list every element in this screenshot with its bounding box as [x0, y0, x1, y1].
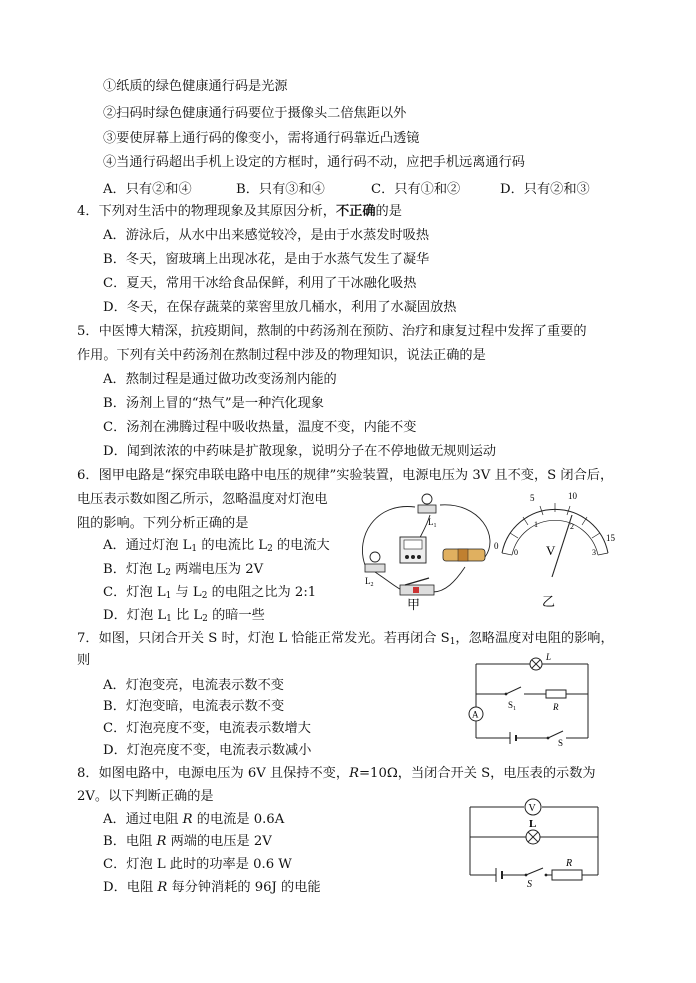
q5-stem-line-2: 作用。下列有关中药汤剂在熬制过程中涉及的物理知识，说法正确的是: [77, 348, 486, 363]
q5-stem-line-1: 5．中医博大精深，抗疫期间，熬制的中药汤剂在预防、治疗和康复过程中发挥了重要的: [77, 324, 587, 339]
label-s: S: [527, 879, 532, 890]
q4-stem: [77, 203, 402, 220]
label-s1: $S_1$: [508, 700, 517, 712]
q4-stem-emphasis: 不正确: [335, 204, 376, 219]
bulb-l1-icon: [418, 494, 436, 513]
q6-a-part: A．通过灯泡 L: [103, 538, 192, 553]
q6-a-part: 的电流大: [272, 538, 330, 553]
q3-statement-4: ④当通行码超出手机上设定的方框时，通行码不动，应把手机远离通行码: [103, 155, 525, 170]
q6-b-part: B．灯泡 L: [103, 562, 166, 577]
q8-b-r: R: [156, 834, 167, 849]
q7-option-d: D．灯泡亮度不变，电流表示数减小: [103, 743, 312, 758]
q4-stem-tail: 的是: [375, 204, 402, 219]
q6-a-part: 的电流比 L: [197, 538, 268, 553]
q4-option-a: A．游泳后，从水中出来感觉较冷，是由于水蒸发时吸热: [103, 228, 430, 243]
lamp-icon: [530, 658, 542, 670]
q6-a-sub: 2: [267, 544, 273, 554]
q6-d-part: D．灯泡 L: [103, 608, 167, 623]
q8-stem-line-2: 2V。以下判断正确的是: [77, 789, 214, 804]
q8-stem-line-1: [77, 765, 596, 782]
q5-option-b: B．汤剂上冒的“热气”是一种汽化现象: [103, 396, 324, 411]
q4-stem-text: 4．下列对生活中的物理现象及其原因分析，: [77, 204, 336, 219]
q5-option-c: C．汤剂在沸腾过程中吸收热量，温度不变，内能不变: [103, 420, 417, 435]
q6-option-c: [103, 584, 316, 605]
q6-b-part: 两端电压为 2V: [170, 562, 264, 577]
q6-a-sub: 1: [191, 544, 198, 554]
q6-figure-jia: [355, 487, 500, 612]
q8-a-r: R: [182, 812, 193, 827]
q3-option-c: C．只有①和②: [371, 182, 461, 197]
q8-option-b: [103, 833, 272, 850]
dial-inner-0: 0: [514, 548, 518, 557]
switch-icon: [400, 578, 434, 595]
switch-s-icon: [525, 868, 548, 876]
label-r: R: [553, 702, 559, 712]
voltmeter-label: V: [528, 803, 536, 814]
q6-b-sub: 2: [165, 568, 171, 578]
q6-d-sub: 1: [166, 614, 172, 624]
q8-option-d: [103, 879, 321, 896]
voltmeter-icon: [525, 799, 541, 815]
q3-statement-1: ①纸质的绿色健康通行码是光源: [103, 79, 288, 94]
q8-stem-tail: =10Ω，当闭合开关 S，电压表的示数为: [359, 766, 596, 781]
q6-stem-line-2: 电压表示数如图乙所示，忽略温度对灯泡电: [77, 492, 328, 507]
q5-option-d: D．闻到浓浓的中药味是扩散现象，说明分子在不停地做无规则运动: [103, 444, 497, 459]
q8-stem-text: 8．如图电路中，电源电压为 6V 且保持不变，: [77, 766, 350, 781]
label-l2: $L_2$: [365, 576, 374, 588]
q8-a-part: A．通过电阻: [103, 812, 183, 827]
resistor-icon: [546, 690, 566, 698]
q7-stem-text: 7．如图，只闭合开关 S 时，灯泡 L 恰能正常发光。若再闭合 S: [77, 631, 450, 646]
q4-option-c: C．夏天，常用干冰给食品保鲜，利用了干冰融化吸热: [103, 276, 417, 291]
q6-c-part: C．灯泡 L: [103, 585, 166, 600]
wire: [433, 567, 465, 592]
q7-option-a: A．灯泡变亮，电流表示数不变: [103, 678, 284, 693]
dial-label-10: 10: [568, 491, 577, 501]
label-s: S: [558, 738, 564, 748]
q6-stem-line-1: 6．图甲电路是“探究串联电路中电压的规律”实验装置，电源电压为 3V 且不变，S 闭合后，: [77, 468, 614, 483]
battery-icon: [443, 549, 485, 561]
q8-stem-r: R: [349, 766, 359, 781]
q6-c-sub: 1: [165, 591, 172, 601]
q8-d-r: R: [157, 880, 168, 895]
q7-stem-sub: 1: [449, 637, 456, 647]
q6-d-sub: 2: [202, 614, 208, 624]
caption-jia: 甲: [407, 597, 421, 612]
q8-b-part: 两端的电压是 2V: [166, 834, 272, 849]
q7-stem-line-2: 则: [77, 653, 91, 668]
label-l1: $L_1$: [428, 517, 437, 529]
q8-d-part: D．电阻: [103, 880, 158, 895]
ammeter-label: A: [472, 709, 479, 720]
dial-unit-v: V: [546, 543, 556, 558]
q6-c-sub: 2: [201, 591, 208, 601]
q7-option-c: C．灯泡亮度不变，电流表示数增大: [103, 721, 311, 736]
q7-circuit-diagram: [466, 652, 594, 746]
q3-option-a: A．只有②和④: [103, 182, 192, 197]
dial-inner-3: 3: [592, 548, 596, 557]
q6-c-part: 与 L: [171, 585, 202, 600]
q3-option-b: B．只有③和④: [236, 182, 325, 197]
dial-label-0: 0: [494, 541, 499, 551]
lamp-icon: [526, 830, 540, 844]
q6-d-part: 比 L: [171, 608, 203, 623]
dial-inner-2: 2: [570, 522, 574, 531]
label-r: R: [566, 858, 573, 869]
q8-d-part: 每分钟消耗的 96J 的电能: [167, 880, 321, 895]
q4-option-b: B．冬天，窗玻璃上出现冰花，是由于水蒸气发生了凝华: [103, 252, 430, 267]
q3-statement-3: ③要使屏幕上通行码的像变小，需将通行码靠近凸透镜: [103, 131, 420, 146]
q8-circuit-diagram: [466, 787, 606, 890]
q6-c-part: 的电阻之比为 2:1: [207, 585, 317, 600]
dial-label-15: 15: [606, 533, 615, 543]
dial-inner-1: 1: [534, 520, 538, 529]
voltmeter-icon: [400, 537, 426, 563]
q7-stem-tail: ，忽略温度对电阻的影响，: [455, 631, 614, 646]
battery-icon: [510, 732, 516, 744]
q8-a-part: 的电流是 0.6A: [192, 812, 285, 827]
q7-option-b: B．灯泡变暗，电流表示数不变: [103, 699, 285, 714]
q5-option-a: A．熬制过程是通过做功改变汤剂内能的: [103, 372, 337, 387]
q6-option-a: [103, 537, 330, 558]
q6-option-b: [103, 561, 263, 582]
ammeter-icon: [469, 707, 483, 721]
q7-stem-line-1: [77, 630, 614, 651]
q6-d-part: 的暗一些: [207, 608, 265, 623]
q4-option-d: D．冬天，在保存蔬菜的菜窖里放几桶水，利用了水凝固放热: [103, 300, 457, 315]
q6-stem-line-3: 阻的影响。下列分析正确的是: [77, 516, 249, 531]
label-l: L: [546, 652, 552, 662]
q6-figure-yi: [490, 493, 620, 613]
bulb-l2-icon: [365, 552, 385, 572]
q3-statement-2: ②扫码时绿色健康通行码要位于摄像头二倍焦距以外: [103, 106, 407, 121]
q8-option-a: [103, 811, 284, 828]
resistor-icon: [552, 870, 582, 880]
caption-yi: 乙: [542, 594, 556, 609]
battery-icon: [496, 868, 502, 882]
switch-s1-icon: [505, 687, 521, 695]
q3-option-d: D．只有②和③: [500, 182, 590, 197]
dial-label-5: 5: [530, 493, 535, 503]
q8-option-c: C．灯泡 L 此时的功率是 0.6 W: [103, 857, 292, 872]
q6-option-d: [103, 607, 265, 628]
q3-options: [103, 178, 623, 195]
q8-b-part: B．电阻: [103, 834, 157, 849]
label-l: L: [529, 818, 537, 830]
